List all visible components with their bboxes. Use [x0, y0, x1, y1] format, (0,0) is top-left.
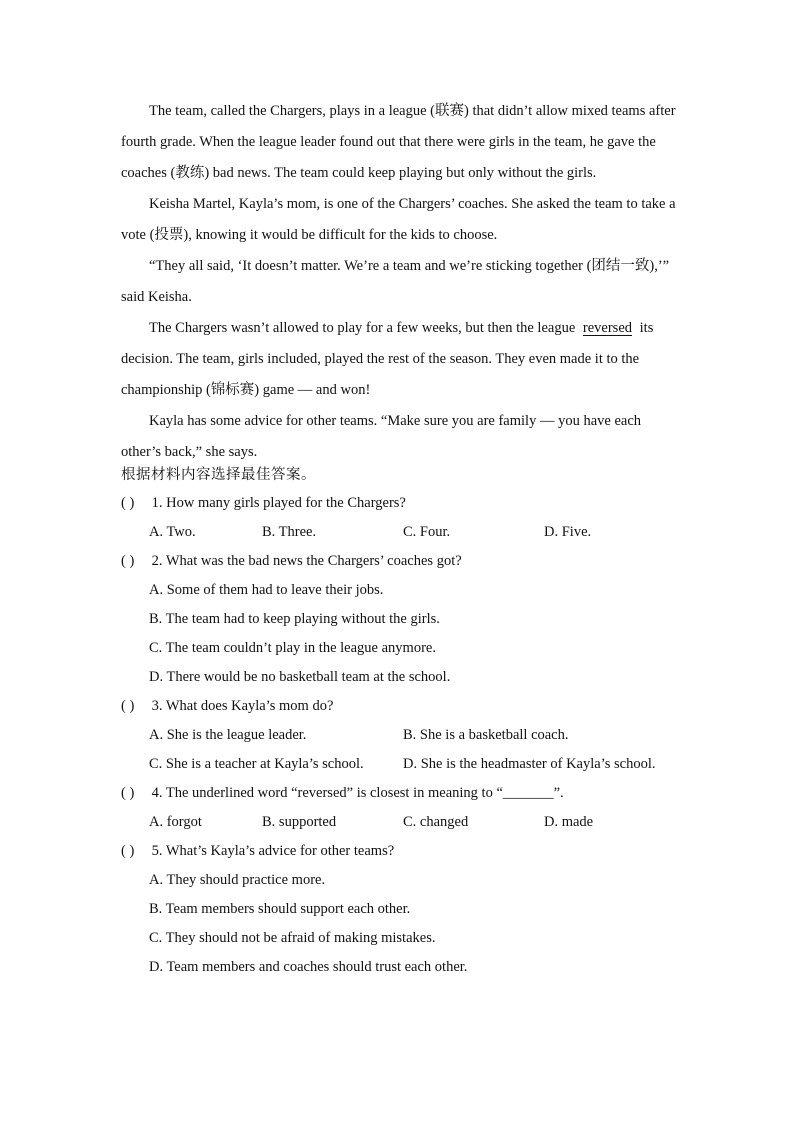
- option-c: C. The team couldn’t play in the league anymore.: [149, 640, 436, 656]
- option-b: B. The team had to keep playing without the girls.: [149, 611, 440, 627]
- paragraph-4-after: its decision. The team, girls included, played the rest of the season. They even made it to the championship (锦标赛) game — and won!: [121, 320, 654, 398]
- underlined-word: reversed: [582, 320, 633, 336]
- option-a: A. Some of them had to leave their jobs.: [149, 582, 384, 598]
- option-d: D. made: [544, 814, 594, 830]
- option-d: D. Team members and coaches should trust each other.: [149, 959, 468, 975]
- answer-blank[interactable]: ( ): [121, 843, 135, 859]
- option-a: A. forgot: [149, 814, 202, 830]
- option-b: B. She is a basketball coach.: [403, 727, 569, 743]
- question-stem: 3. What does Kayla’s mom do?: [151, 698, 334, 714]
- option-b: B. Team members should support each other.: [149, 901, 411, 917]
- answer-blank[interactable]: ( ): [121, 495, 135, 511]
- question-4: [121, 781, 721, 810]
- instruction-line: 根据材料内容选择最佳答案。: [121, 467, 316, 483]
- option-d: D. She is the headmaster of Kayla’s school.: [403, 756, 656, 772]
- option-a: A. They should practice more.: [149, 872, 326, 888]
- option-c: C. changed: [403, 814, 469, 830]
- question-5: [121, 839, 721, 868]
- passage-paragraph-3: “They all said, ‘It doesn’t matter. We’re a team and we’re sticking together (团结一致),’” said Keisha.: [121, 258, 670, 305]
- option-a: A. Two.: [149, 524, 196, 540]
- option-c: C. She is a teacher at Kayla’s school.: [149, 756, 364, 772]
- option-a: A. She is the league leader.: [149, 727, 307, 743]
- question-stem: 5. What’s Kayla’s advice for other teams?: [151, 843, 395, 859]
- question-1: [121, 491, 721, 520]
- options-row: [121, 752, 721, 781]
- paragraph-4-before: The Chargers wasn’t allowed to play for a few weeks, but then the league: [149, 320, 576, 336]
- options-row: [121, 520, 721, 549]
- question-list: [121, 491, 721, 984]
- question-2: [121, 549, 721, 578]
- option-d: D. Five.: [544, 524, 592, 540]
- question-stem: 2. What was the bad news the Chargers’ coaches got?: [151, 553, 462, 569]
- reading-passage: [121, 96, 681, 468]
- question-stem: 4. The underlined word “reversed” is closest in meaning to “_______”.: [151, 785, 564, 801]
- answer-blank[interactable]: ( ): [121, 553, 135, 569]
- option-b: B. supported: [262, 814, 337, 830]
- options-row: [121, 810, 721, 839]
- option-c: C. Four.: [403, 524, 451, 540]
- option-d: D. There would be no basketball team at the school.: [149, 669, 451, 685]
- answer-blank[interactable]: ( ): [121, 698, 135, 714]
- answer-blank[interactable]: ( ): [121, 785, 135, 801]
- option-c: C. They should not be afraid of making mistakes.: [149, 930, 436, 946]
- passage-paragraph-1: The team, called the Chargers, plays in a league (联赛) that didn’t allow mixed teams after fourth grade. When the league leader found out that there were girls in the team, he gave the coaches (教练) bad news. The team could keep playing but only without the girls.: [121, 103, 676, 181]
- passage-paragraph-4: [121, 313, 681, 406]
- passage-paragraph-2: Keisha Martel, Kayla’s mom, is one of the Chargers’ coaches. She asked the team to take a vote (投票), knowing it would be difficult for the kids to choose.: [121, 196, 676, 243]
- question-3: [121, 694, 721, 723]
- question-stem: 1. How many girls played for the Chargers?: [151, 495, 406, 511]
- option-b: B. Three.: [262, 524, 317, 540]
- options-row: [121, 723, 721, 752]
- passage-paragraph-5: Kayla has some advice for other teams. “Make sure you are family — you have each other’s back,” she says.: [121, 413, 642, 460]
